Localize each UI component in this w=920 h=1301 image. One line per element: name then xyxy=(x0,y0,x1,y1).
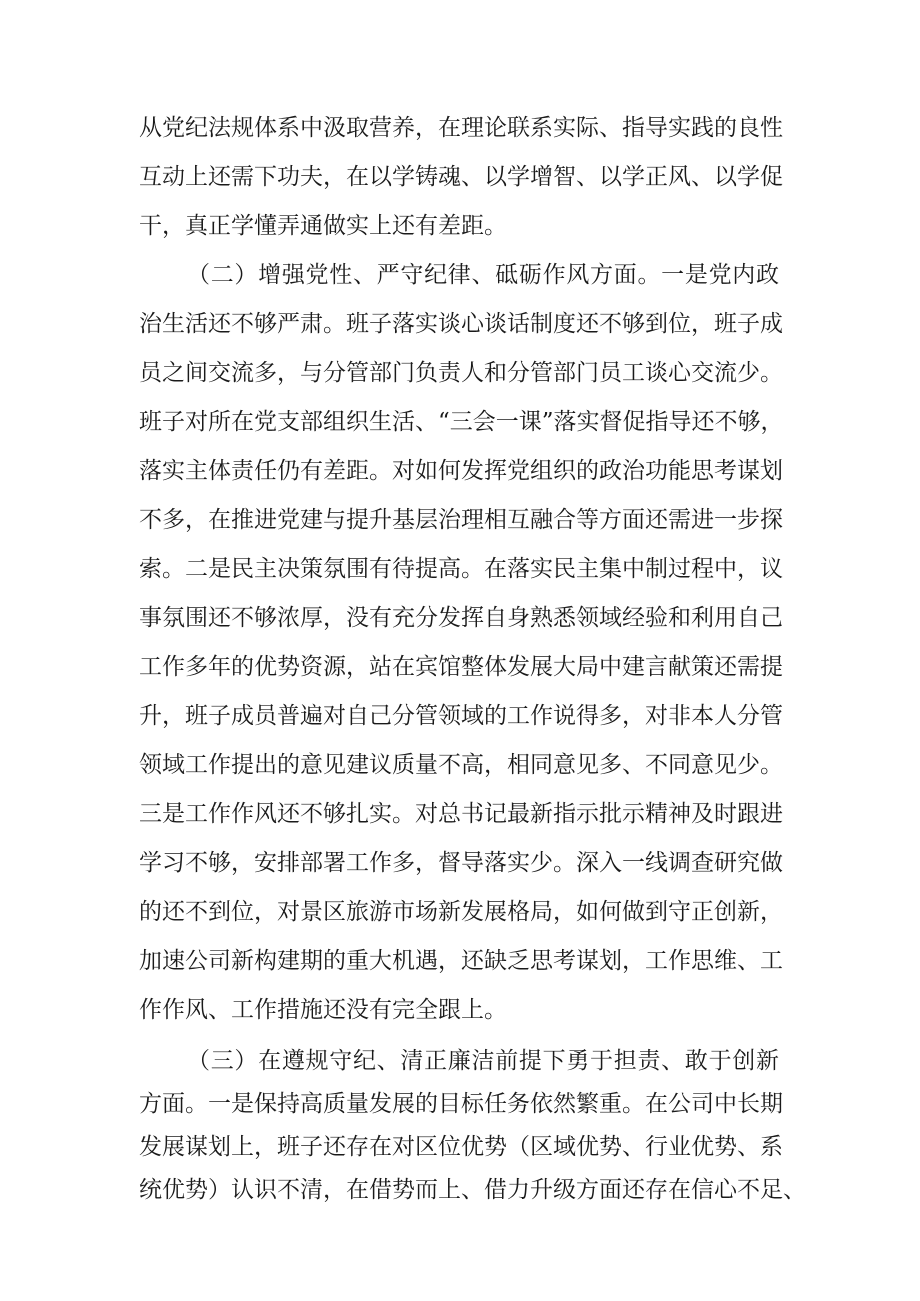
text-line: 作作风、工作措施还没有完全跟上。 xyxy=(139,997,507,1023)
text-line: 班子对所在党支部组织生活、“三会一课”落实督促指导还不够， xyxy=(139,409,784,435)
text-line: 工作多年的优势资源，站在宾馆整体发展大局中建言献策还需提 xyxy=(139,654,783,680)
text-line: 落实主体责任仍有差距。对如何发挥党组织的政治功能思考谋划 xyxy=(139,458,783,484)
text-line: （二）增强党性、严守纪律、砥砺作风方面。一是党内政 xyxy=(187,262,779,288)
text-line: 干，真正学懂弄通做实上还有差距。 xyxy=(139,213,507,239)
text-line: 的还不到位，对景区旅游市场新发展格局，如何做到守正创新， xyxy=(139,899,783,925)
text-line: 不多，在推进党建与提升基层治理相互融合等方面还需进一步探 xyxy=(139,507,783,533)
text-line: 方面。一是保持高质量发展的目标任务依然繁重。在公司中长期 xyxy=(139,1091,783,1117)
text-line: 统优势）认识不清，在借势而上、借力升级方面还存在信心不足、 xyxy=(139,1177,806,1203)
text-line: 索。二是民主决策氛围有待提高。在落实民主集中制过程中，议 xyxy=(139,556,783,582)
text-line: 加速公司新构建期的重大机遇，还缺乏思考谋划，工作思维、工 xyxy=(139,948,783,974)
text-line: 学习不够，安排部署工作多，督导落实少。深入一线调查研究做 xyxy=(139,850,783,876)
text-line: 事氛围还不够浓厚，没有充分发挥自身熟悉领域经验和利用自己 xyxy=(139,605,783,631)
text-line: 升，班子成员普遍对自己分管领域的工作说得多，对非本人分管 xyxy=(139,703,783,729)
text-line: 员之间交流多，与分管部门负责人和分管部门员工谈心交流少。 xyxy=(139,360,783,386)
text-line: 领域工作提出的意见建议质量不高，相同意见多、不同意见少。 xyxy=(139,752,783,778)
text-line: 发展谋划上，班子还存在对区位优势（区域优势、行业优势、系 xyxy=(139,1134,783,1160)
text-line: 三是工作作风还不够扎实。对总书记最新指示批示精神及时跟进 xyxy=(139,801,783,827)
text-line: 互动上还需下功夫，在以学铸魂、以学增智、以学正风、以学促 xyxy=(139,164,783,190)
text-line: 从党纪法规体系中汲取营养，在理论联系实际、指导实践的良性 xyxy=(139,115,783,141)
text-line: 治生活还不够严肃。班子落实谈心谈话制度还不够到位，班子成 xyxy=(139,311,783,337)
text-line: （三）在遵规守纪、清正廉洁前提下勇于担责、敢于创新 xyxy=(187,1048,779,1074)
